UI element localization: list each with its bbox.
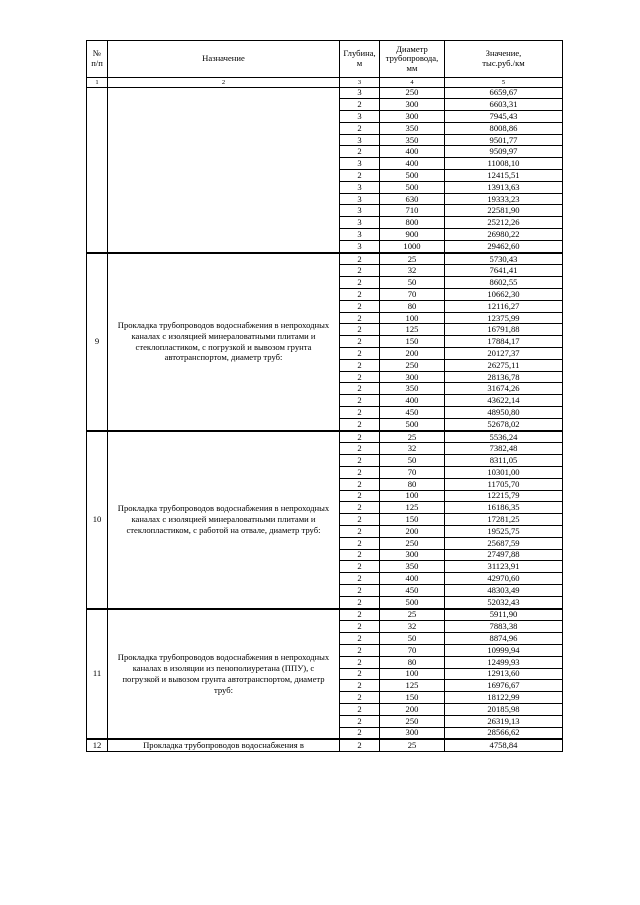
depth-cell: 2 <box>340 584 380 596</box>
value-cell: 7641,41 <box>445 265 563 277</box>
depth-cell: 2 <box>340 633 380 645</box>
value-cell: 6603,31 <box>445 99 563 111</box>
table-row <box>87 609 563 621</box>
diameter-cell: 400 <box>380 573 445 585</box>
value-cell: 12499,93 <box>445 656 563 668</box>
diameter-cell: 300 <box>380 549 445 561</box>
depth-cell: 3 <box>340 205 380 217</box>
value-cell: 28136,78 <box>445 371 563 383</box>
diameter-cell: 250 <box>380 87 445 99</box>
value-cell: 5536,24 <box>445 431 563 443</box>
value-cell: 20185,98 <box>445 703 563 715</box>
column-number-row <box>87 78 563 88</box>
depth-cell: 2 <box>340 253 380 265</box>
item-number: 11 <box>87 609 108 740</box>
depth-cell: 2 <box>340 490 380 502</box>
depth-cell: 2 <box>340 312 380 324</box>
value-cell: 19525,75 <box>445 525 563 537</box>
table-row <box>87 739 563 751</box>
depth-cell: 2 <box>340 525 380 537</box>
diameter-cell: 400 <box>380 146 445 158</box>
table-row <box>87 87 563 99</box>
depth-cell: 2 <box>340 324 380 336</box>
diameter-cell: 125 <box>380 324 445 336</box>
diameter-cell: 300 <box>380 727 445 739</box>
value-cell: 16976,67 <box>445 680 563 692</box>
diameter-cell: 50 <box>380 633 445 645</box>
diameter-cell: 25 <box>380 431 445 443</box>
value-cell: 48950,80 <box>445 407 563 419</box>
depth-cell: 2 <box>340 621 380 633</box>
depth-cell: 2 <box>340 549 380 561</box>
value-cell: 31123,91 <box>445 561 563 573</box>
table-row <box>87 431 563 443</box>
depth-cell: 2 <box>340 727 380 739</box>
value-cell: 12415,51 <box>445 170 563 182</box>
depth-cell: 2 <box>340 383 380 395</box>
value-cell: 26319,13 <box>445 715 563 727</box>
depth-cell: 2 <box>340 99 380 111</box>
diameter-cell: 150 <box>380 692 445 704</box>
diameter-cell: 100 <box>380 490 445 502</box>
diameter-cell: 300 <box>380 99 445 111</box>
depth-cell: 2 <box>340 703 380 715</box>
value-cell: 11008,10 <box>445 158 563 170</box>
value-cell: 10301,00 <box>445 467 563 479</box>
value-cell: 9501,77 <box>445 134 563 146</box>
diameter-cell: 200 <box>380 525 445 537</box>
depth-cell: 3 <box>340 111 380 123</box>
header-name: Назначение <box>108 41 340 78</box>
value-cell: 31674,26 <box>445 383 563 395</box>
column-number: 1 <box>87 78 108 88</box>
diameter-cell: 800 <box>380 217 445 229</box>
diameter-cell: 25 <box>380 253 445 265</box>
value-cell: 4758,84 <box>445 739 563 751</box>
value-cell: 6659,67 <box>445 87 563 99</box>
depth-cell: 3 <box>340 217 380 229</box>
depth-cell: 2 <box>340 715 380 727</box>
value-cell: 10999,94 <box>445 644 563 656</box>
value-cell: 5911,90 <box>445 609 563 621</box>
depth-cell: 2 <box>340 289 380 301</box>
diameter-cell: 500 <box>380 181 445 193</box>
diameter-cell: 50 <box>380 455 445 467</box>
diameter-cell: 350 <box>380 134 445 146</box>
item-description: Прокладка трубопроводов водоснабжения в непроходных каналах с изоляцией минераловатными плитами и стеклопластиком, с погрузкой и вывозом грунта автотранспортом, диаметр труб: <box>108 253 340 431</box>
depth-cell: 2 <box>340 514 380 526</box>
depth-cell: 3 <box>340 240 380 252</box>
depth-cell: 2 <box>340 668 380 680</box>
value-cell: 52032,43 <box>445 596 563 608</box>
value-cell: 7945,43 <box>445 111 563 123</box>
diameter-cell: 125 <box>380 680 445 692</box>
value-cell: 17281,25 <box>445 514 563 526</box>
diameter-cell: 450 <box>380 584 445 596</box>
diameter-cell: 300 <box>380 111 445 123</box>
value-cell: 11705,70 <box>445 478 563 490</box>
column-number: 5 <box>445 78 563 88</box>
depth-cell: 2 <box>340 680 380 692</box>
item-number: 10 <box>87 431 108 609</box>
value-cell: 16186,35 <box>445 502 563 514</box>
diameter-cell: 450 <box>380 407 445 419</box>
table-row <box>87 253 563 265</box>
item-description: Прокладка трубопроводов водоснабжения в непроходных каналах в изоляции из пенополиуретана (ППУ), с погрузкой и вывозом грунта автотранспортом, диаметр труб: <box>108 609 340 740</box>
diameter-cell: 200 <box>380 348 445 360</box>
depth-cell: 2 <box>340 596 380 608</box>
depth-cell: 2 <box>340 407 380 419</box>
depth-cell: 2 <box>340 656 380 668</box>
depth-cell: 2 <box>340 277 380 289</box>
value-cell: 16791,88 <box>445 324 563 336</box>
value-cell: 25687,59 <box>445 537 563 549</box>
diameter-cell: 70 <box>380 467 445 479</box>
value-cell: 17884,17 <box>445 336 563 348</box>
diameter-cell: 400 <box>380 158 445 170</box>
value-cell: 5730,43 <box>445 253 563 265</box>
diameter-cell: 80 <box>380 300 445 312</box>
table-body <box>87 41 563 752</box>
header-num: № п/п <box>87 41 108 78</box>
diameter-cell: 80 <box>380 656 445 668</box>
depth-cell: 2 <box>340 146 380 158</box>
item-description: Прокладка трубопроводов водоснабжения в <box>108 739 340 751</box>
diameter-cell: 70 <box>380 644 445 656</box>
diameter-cell: 350 <box>380 383 445 395</box>
depth-cell: 2 <box>340 455 380 467</box>
depth-cell: 2 <box>340 395 380 407</box>
value-cell: 25212,26 <box>445 217 563 229</box>
value-cell: 28566,62 <box>445 727 563 739</box>
value-cell: 12215,79 <box>445 490 563 502</box>
item-number: 9 <box>87 253 108 431</box>
header-value: Значение, тыс.руб./км <box>445 41 563 78</box>
diameter-cell: 250 <box>380 715 445 727</box>
diameter-cell: 350 <box>380 122 445 134</box>
diameter-cell: 500 <box>380 170 445 182</box>
value-cell: 8602,55 <box>445 277 563 289</box>
column-number: 4 <box>380 78 445 88</box>
value-cell: 26980,22 <box>445 229 563 241</box>
header-diameter: Диаметр трубопровода, мм <box>380 41 445 78</box>
item-number: 12 <box>87 739 108 751</box>
depth-cell: 2 <box>340 692 380 704</box>
value-cell: 19333,23 <box>445 193 563 205</box>
value-cell: 9509,97 <box>445 146 563 158</box>
diameter-cell: 50 <box>380 277 445 289</box>
diameter-cell: 32 <box>380 621 445 633</box>
diameter-cell: 32 <box>380 265 445 277</box>
header-depth: Глубина, м <box>340 41 380 78</box>
depth-cell: 2 <box>340 537 380 549</box>
value-cell: 42970,60 <box>445 573 563 585</box>
diameter-cell: 500 <box>380 596 445 608</box>
depth-cell: 2 <box>340 739 380 751</box>
column-number: 3 <box>340 78 380 88</box>
depth-cell: 2 <box>340 443 380 455</box>
depth-cell: 3 <box>340 158 380 170</box>
value-cell: 26275,11 <box>445 359 563 371</box>
diameter-cell: 710 <box>380 205 445 217</box>
value-cell: 12116,27 <box>445 300 563 312</box>
depth-cell: 3 <box>340 87 380 99</box>
diameter-cell: 300 <box>380 371 445 383</box>
depth-cell: 3 <box>340 181 380 193</box>
diameter-cell: 400 <box>380 395 445 407</box>
column-number: 2 <box>108 78 340 88</box>
item-description <box>108 87 340 253</box>
value-cell: 7883,38 <box>445 621 563 633</box>
depth-cell: 2 <box>340 265 380 277</box>
depth-cell: 2 <box>340 561 380 573</box>
diameter-cell: 1000 <box>380 240 445 252</box>
diameter-cell: 900 <box>380 229 445 241</box>
diameter-cell: 630 <box>380 193 445 205</box>
item-description: Прокладка трубопроводов водоснабжения в непроходных каналах с изоляцией минераловатными плитами и стеклопластиком, с работой на отвале, диаметр труб: <box>108 431 340 609</box>
diameter-cell: 25 <box>380 609 445 621</box>
depth-cell: 2 <box>340 573 380 585</box>
depth-cell: 2 <box>340 359 380 371</box>
depth-cell: 2 <box>340 644 380 656</box>
diameter-cell: 100 <box>380 668 445 680</box>
diameter-cell: 100 <box>380 312 445 324</box>
depth-cell: 2 <box>340 371 380 383</box>
diameter-cell: 150 <box>380 514 445 526</box>
value-cell: 10662,30 <box>445 289 563 301</box>
diameter-cell: 25 <box>380 739 445 751</box>
value-cell: 12913,60 <box>445 668 563 680</box>
depth-cell: 2 <box>340 122 380 134</box>
value-cell: 12375,99 <box>445 312 563 324</box>
value-cell: 48303,49 <box>445 584 563 596</box>
depth-cell: 2 <box>340 348 380 360</box>
depth-cell: 2 <box>340 170 380 182</box>
depth-cell: 2 <box>340 478 380 490</box>
value-cell: 20127,37 <box>445 348 563 360</box>
depth-cell: 2 <box>340 300 380 312</box>
depth-cell: 3 <box>340 134 380 146</box>
diameter-cell: 200 <box>380 703 445 715</box>
header-row <box>87 41 563 78</box>
value-cell: 7382,48 <box>445 443 563 455</box>
depth-cell: 3 <box>340 193 380 205</box>
diameter-cell: 250 <box>380 359 445 371</box>
tariff-table <box>86 40 563 752</box>
depth-cell: 2 <box>340 336 380 348</box>
value-cell: 8008,86 <box>445 122 563 134</box>
depth-cell: 2 <box>340 502 380 514</box>
item-number <box>87 87 108 253</box>
diameter-cell: 32 <box>380 443 445 455</box>
value-cell: 52678,02 <box>445 418 563 430</box>
diameter-cell: 150 <box>380 336 445 348</box>
value-cell: 8874,96 <box>445 633 563 645</box>
diameter-cell: 80 <box>380 478 445 490</box>
value-cell: 8311,05 <box>445 455 563 467</box>
diameter-cell: 500 <box>380 418 445 430</box>
diameter-cell: 70 <box>380 289 445 301</box>
value-cell: 18122,99 <box>445 692 563 704</box>
document-page <box>86 40 562 752</box>
depth-cell: 2 <box>340 467 380 479</box>
value-cell: 29462,60 <box>445 240 563 252</box>
depth-cell: 3 <box>340 229 380 241</box>
diameter-cell: 125 <box>380 502 445 514</box>
value-cell: 13913,63 <box>445 181 563 193</box>
depth-cell: 2 <box>340 418 380 430</box>
value-cell: 22581,90 <box>445 205 563 217</box>
depth-cell: 2 <box>340 609 380 621</box>
value-cell: 43622,14 <box>445 395 563 407</box>
value-cell: 27497,88 <box>445 549 563 561</box>
depth-cell: 2 <box>340 431 380 443</box>
diameter-cell: 250 <box>380 537 445 549</box>
diameter-cell: 350 <box>380 561 445 573</box>
